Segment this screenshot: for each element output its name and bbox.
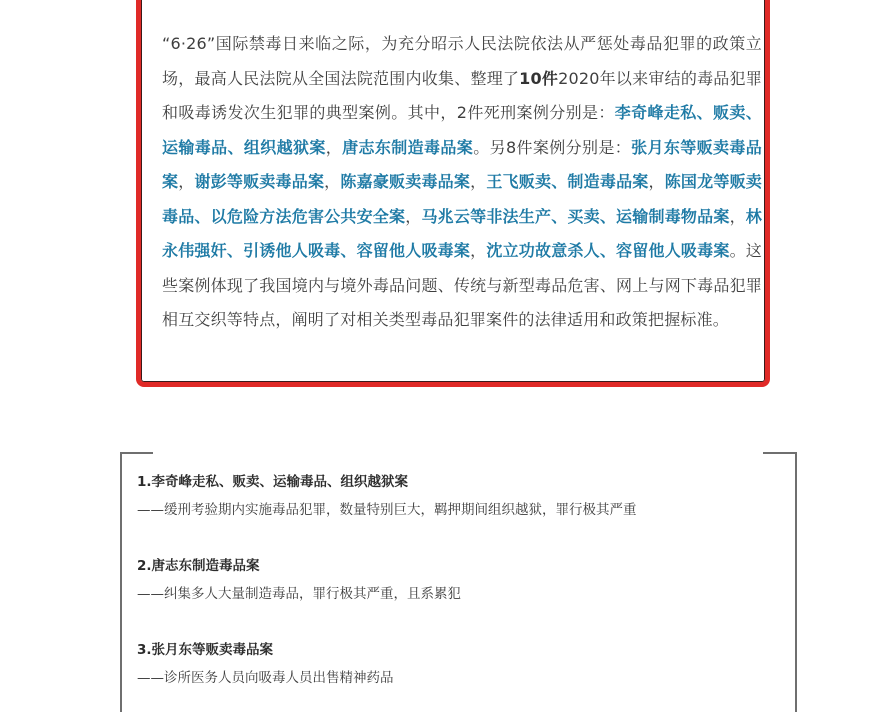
case-item	[137, 472, 777, 520]
case-count: 10件	[519, 68, 559, 88]
intro-segment: 。这些案例体现了我国境内与境外毒品问题、传统与新型毒品危害、网上与网下毒品犯罪相互交织等特点，阐明了对相关类型毒品犯罪案件的法律适用和政策把握标准。	[162, 241, 762, 329]
case-subtitle: ——纠集多人大量制造毒品，罪行极其严重，且系累犯	[137, 586, 461, 602]
case-link-7: 陈国龙等贩卖毒品、以危险方法危害公共安全案	[162, 172, 762, 226]
case-title: 2.唐志东制造毒品案	[137, 558, 260, 574]
intro-segment: 。另8件案例分别是：	[473, 137, 632, 157]
case-title: 3.张月东等贩卖毒品案	[137, 642, 274, 658]
frame-line-right	[795, 452, 797, 712]
intro-box	[136, 0, 770, 387]
case-link-1: 李奇峰走私、贩卖、运输毒品、组织越狱案	[162, 103, 762, 157]
separator: ，	[324, 172, 341, 191]
case-subtitle: ——缓刑考验期内实施毒品犯罪，数量特别巨大，羁押期间组织越狱，罪行极其严重	[137, 502, 637, 518]
case-link-8: 马兆云等非法生产、买卖、运输制毒物品案	[421, 206, 730, 226]
intro-segment: 2020年以来审结的毒品犯罪和吸毒诱发次生犯罪的典型案例。其中，2件死刑案例分别是：	[162, 68, 762, 122]
case-link-10: 沈立功故意杀人、容留他人吸毒案	[486, 241, 730, 260]
separator: ，	[470, 172, 487, 191]
case-subtitle: ——诊所医务人员向吸毒人员出售精神药品	[137, 670, 394, 686]
frame-line-left	[120, 452, 122, 712]
separator: ，	[729, 206, 746, 226]
case-link-5: 陈嘉豪贩卖毒品案	[340, 172, 471, 191]
separator: ，	[178, 172, 195, 191]
intro-segment: “6·26”国际禁毒日来临之际，为充分昭示人民法院依法从严惩处毒品犯罪的政策立场，最高人民法院从全国法院范围内收集、整理了	[162, 34, 762, 88]
intro-paragraph	[162, 27, 762, 338]
separator: ，	[405, 206, 422, 226]
case-item	[137, 640, 777, 688]
case-link-2: 唐志东制造毒品案	[342, 137, 474, 157]
frame-corner-top-left	[120, 452, 153, 454]
case-link-6: 王飞贩卖、制造毒品案	[486, 172, 649, 191]
frame-corner-top-right	[763, 452, 797, 454]
separator: ，	[325, 137, 343, 157]
separator: ，	[648, 172, 665, 191]
case-link-9: 林永伟强奸、引诱他人吸毒、容留他人吸毒案	[162, 206, 762, 260]
case-link-4: 谢彭等贩卖毒品案	[194, 172, 325, 191]
cases-list	[120, 452, 797, 712]
case-title: 1.李奇峰走私、贩卖、运输毒品、组织越狱案	[137, 474, 409, 490]
separator: ，	[470, 241, 487, 260]
case-item	[137, 556, 777, 604]
case-link-3: 张月东等贩卖毒品案	[162, 137, 762, 191]
